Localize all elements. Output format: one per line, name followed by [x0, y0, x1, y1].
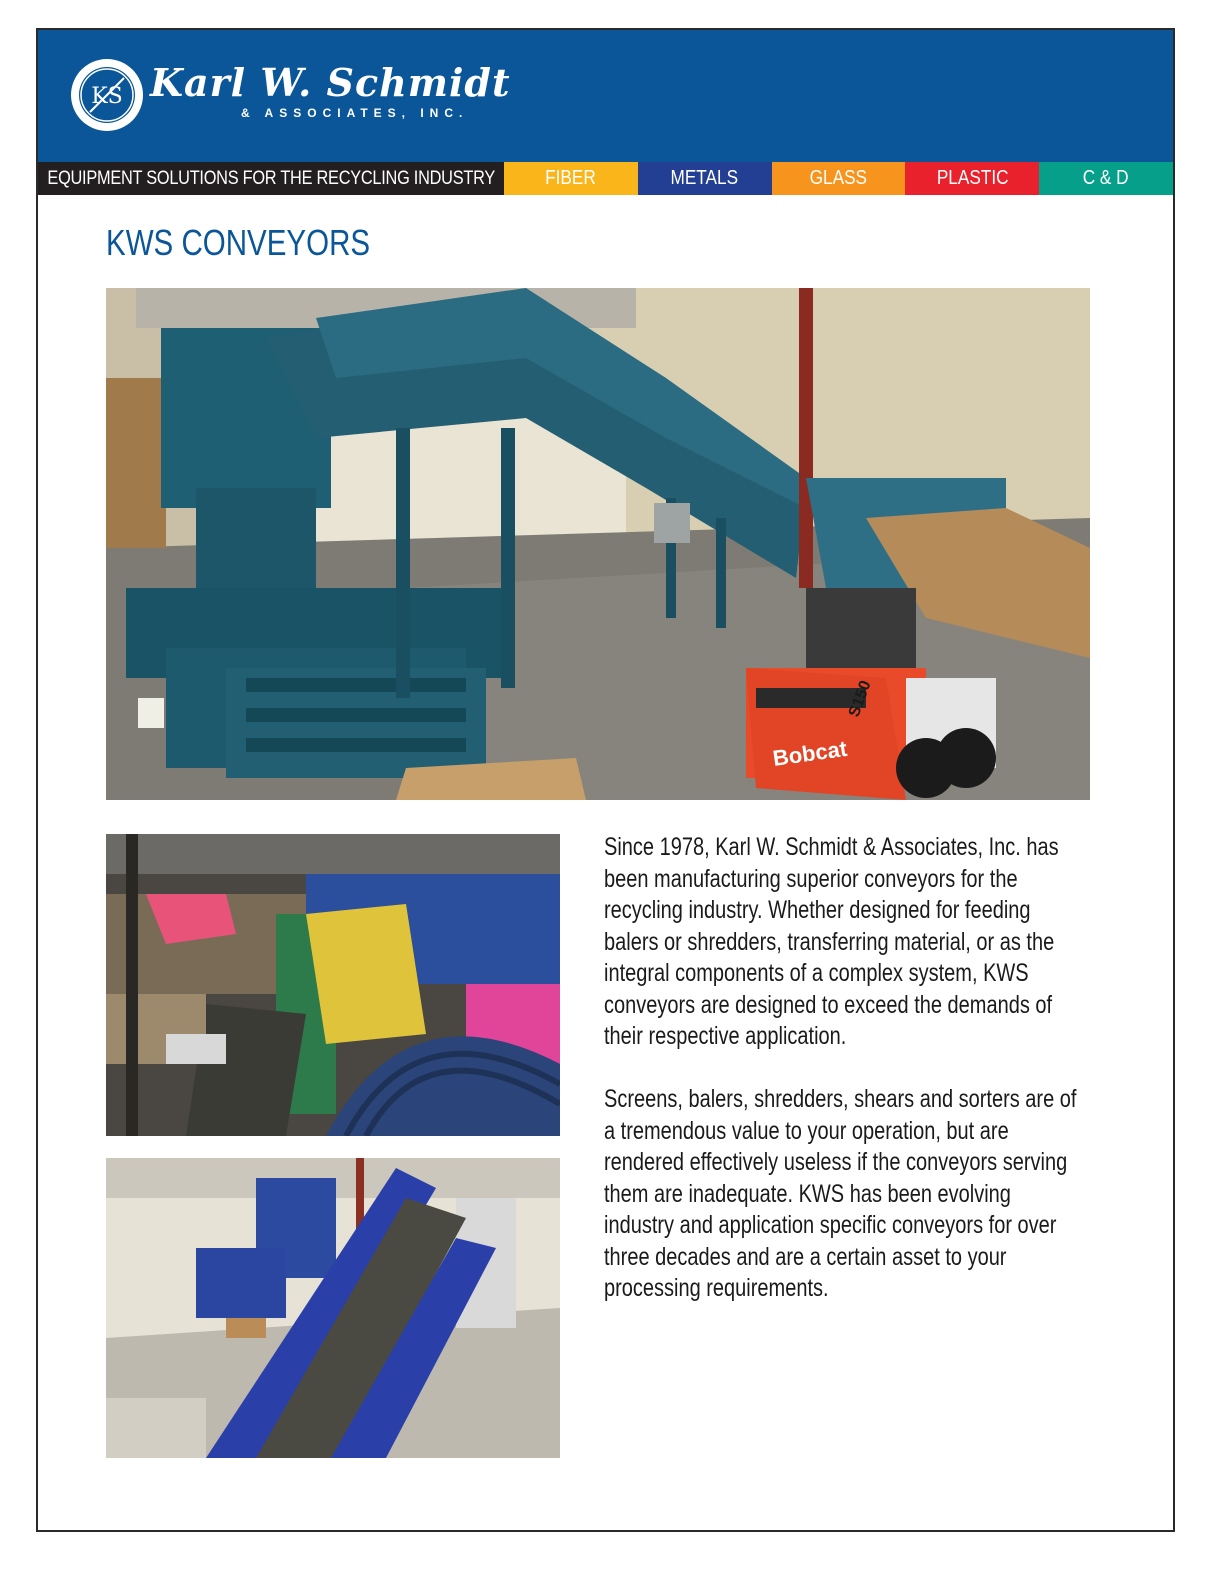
facility-overview-photo: [106, 834, 560, 1136]
main-conveyor-photo: [106, 288, 1090, 800]
nav-item-plastic[interactable]: [905, 162, 1039, 195]
logo-monogram-text: KS: [91, 84, 123, 109]
body-paragraph-2: Screens, balers, shredders, shears and sorters are of a tremendous value to your operation, but are rendered effectively useless if the conveyors serving them are inadequate. KWS has been evolving industry and application specific conveyors for over three decades and are a certain asset to your processing requirements.: [604, 1085, 1077, 1302]
company-subname: & ASSOCIATES, INC.: [241, 106, 469, 120]
incline-conveyor-photo: [106, 1158, 560, 1458]
nav-item-fiber[interactable]: [504, 162, 638, 195]
nav-item-cd[interactable]: [1039, 162, 1173, 195]
nav-item-glass[interactable]: [772, 162, 906, 195]
nav-tagline-text: EQUIPMENT SOLUTIONS FOR THE RECYCLING INDUSTRY: [47, 167, 495, 189]
nav-item-label: PLASTIC: [936, 167, 1009, 189]
nav-item-label: METALS: [670, 167, 739, 189]
bobcat-model: S150: [845, 678, 875, 720]
nav-item-label: C & D: [1083, 167, 1130, 189]
nav-item-label: FIBER: [545, 167, 597, 189]
nav-tagline: [38, 162, 504, 195]
body-paragraph-1: Since 1978, Karl W. Schmidt & Associates, Inc. has been manufacturing superior conveyors for the recycling industry. Whether designed for feeding balers or shredders, transferring material, or as the integral components of a complex system, KWS conveyors are designed to exceed the demands of their respective application.: [604, 833, 1059, 1050]
company-logo[interactable]: [68, 56, 511, 140]
body-copy: [604, 832, 1164, 1336]
logo-monogram-icon: [68, 56, 146, 134]
nav-item-label: GLASS: [809, 167, 868, 189]
category-nav: [38, 162, 1173, 195]
nav-item-metals[interactable]: [638, 162, 772, 195]
bobcat-label: Bobcat: [771, 735, 849, 771]
company-name: Karl W. Schmidt: [150, 60, 511, 105]
page-title: KWS CONVEYORS: [106, 222, 371, 263]
